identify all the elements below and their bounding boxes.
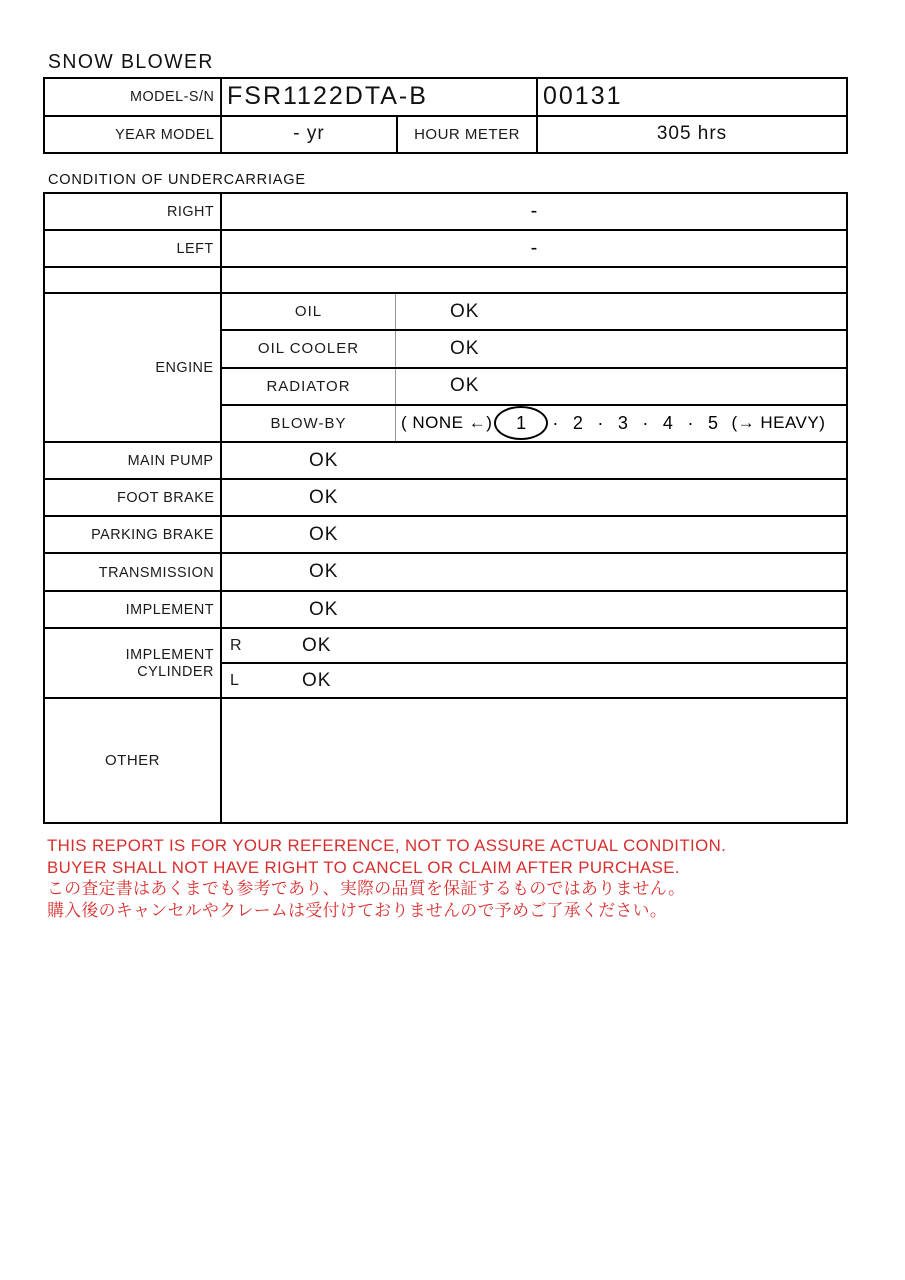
other-label: OTHER (45, 699, 222, 822)
condition-table (43, 192, 848, 824)
page-title: SNOW BLOWER (48, 51, 214, 73)
blowby-heavy-label: (→ HEAVY) (731, 413, 826, 433)
engine-label: ENGINE (155, 359, 214, 376)
left-label: LEFT (176, 240, 214, 257)
cylinder-l-label: L (230, 671, 239, 689)
section-title-undercarriage: CONDITION OF UNDERCARRIAGE (48, 171, 306, 188)
blowby-label: BLOW-BY (222, 406, 396, 441)
engine-row-blowby (222, 406, 846, 441)
table-row (45, 79, 846, 117)
blowby-selected-circle (494, 406, 548, 440)
blowby-scale-1: 1 (516, 412, 527, 433)
blowby-dot: · (552, 412, 559, 433)
right-label: RIGHT (166, 203, 214, 220)
radiator-value: OK (450, 375, 480, 397)
cylinder-left-row (222, 664, 846, 697)
cylinder-right-row (222, 629, 846, 664)
model-value: FSR1122DTA-B (222, 79, 538, 115)
header-table (43, 77, 848, 154)
blowby-dot: · (687, 412, 694, 433)
transmission-label: TRANSMISSION (98, 563, 214, 581)
other-value (222, 699, 846, 822)
blowby-none-label: ( NONE ←) (401, 413, 493, 433)
main-pump-label: MAIN PUMP (128, 452, 214, 469)
blowby-scale-5: 5 (707, 412, 719, 433)
year-model-label: YEAR MODEL (52, 117, 222, 153)
oil-cooler-label: OIL COOLER (222, 331, 396, 366)
table-row-empty (45, 268, 846, 294)
model-sn-label: MODEL-S/N (52, 79, 222, 115)
parking-brake-label: PARKING BRAKE (91, 526, 214, 543)
table-row-main-pump (45, 443, 846, 480)
right-value: - (530, 200, 538, 222)
year-model-value: - yr (222, 117, 398, 153)
oil-value: OK (450, 300, 480, 322)
engine-block (45, 294, 846, 443)
blowby-dot: · (642, 412, 649, 433)
parking-brake-value: OK (309, 523, 339, 545)
blowby-scale (396, 406, 846, 441)
blowby-dot: · (597, 412, 604, 433)
cylinder-l-value: OK (302, 669, 332, 691)
main-pump-value: OK (309, 449, 339, 471)
blowby-scale-4: 4 (662, 412, 674, 433)
disclaimer-line-2: BUYER SHALL NOT HAVE RIGHT TO CANCEL OR CLAIM AFTER PURCHASE. (47, 857, 680, 877)
transmission-value: OK (309, 561, 339, 582)
table-row-implement (45, 592, 846, 629)
implement-label: IMPLEMENT (125, 601, 214, 618)
implement-cylinder-label: IMPLEMENT CYLINDER (45, 629, 222, 697)
engine-row-oil-cooler (222, 331, 846, 368)
table-row-left (45, 231, 846, 268)
cylinder-r-label: R (230, 636, 242, 654)
blowby-scale-2: 2 (572, 412, 584, 433)
serial-value: 00131 (543, 82, 623, 111)
table-row-transmission (45, 554, 846, 592)
oil-label: OIL (222, 294, 396, 329)
cylinder-r-value: OK (302, 634, 332, 656)
radiator-label: RADIATOR (222, 369, 396, 404)
table-row-foot-brake (45, 480, 846, 517)
table-row (45, 117, 846, 153)
blowby-scale-3: 3 (617, 412, 629, 433)
foot-brake-label: FOOT BRAKE (116, 489, 214, 506)
hour-meter-value: 305 hrs (656, 123, 728, 145)
engine-row-oil (222, 294, 846, 331)
hour-meter-label: HOUR METER (398, 117, 538, 153)
foot-brake-value: OK (309, 486, 339, 508)
table-row-other (45, 699, 846, 822)
oil-cooler-value: OK (450, 337, 480, 359)
implement-value: OK (309, 598, 339, 620)
disclaimer-line-4: 購入後のキャンセルやクレームは受付けておりませんので予めご了承ください。 (47, 900, 668, 920)
disclaimer-line-1: THIS REPORT IS FOR YOUR REFERENCE, NOT TO ASSURE ACTUAL CONDITION. (47, 836, 727, 855)
disclaimer-line-3: この査定書はあくまでも参考であり、実際の品質を保証するものではありません。 (47, 879, 686, 898)
left-value: - (530, 237, 538, 259)
disclaimer-block (47, 835, 807, 921)
table-row-parking-brake (45, 517, 846, 554)
engine-row-radiator (222, 369, 846, 406)
implement-cylinder-block (45, 629, 846, 699)
table-row-right (45, 194, 846, 231)
